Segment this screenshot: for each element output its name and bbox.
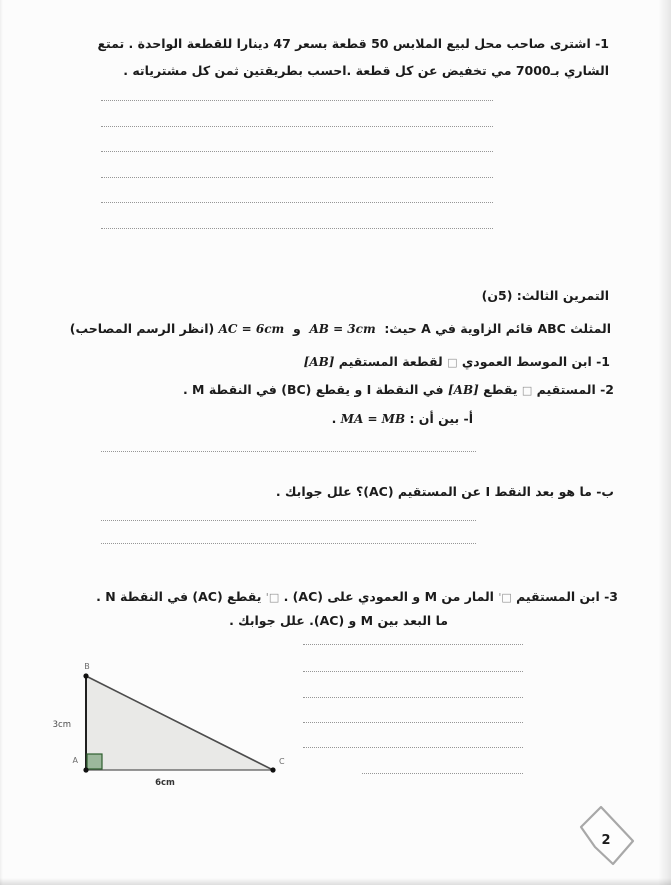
- side-label-ab: 3cm: [52, 720, 71, 730]
- delta-prime-placeholder-glyph: '□: [498, 591, 512, 604]
- item2a-text: أ- بين أن :: [405, 411, 473, 426]
- answer-line: [303, 644, 523, 645]
- side-label-ac: 6cm: [155, 778, 175, 788]
- answer-line: [303, 747, 523, 748]
- math-ac-length: AC = 6cm: [218, 322, 285, 336]
- answer-line: [101, 451, 476, 452]
- triangle-figure: [40, 650, 300, 795]
- delta-prime-placeholder-glyph: '□: [265, 591, 280, 604]
- exercise-three-item3-line2: ما البعد بين M و (AC). علل جوابك .: [229, 613, 448, 628]
- exercise-three-item1: [304, 352, 610, 373]
- vertex-label-b: B: [84, 662, 90, 671]
- scan-edge-bottom: [0, 878, 671, 885]
- item2-text3: في النقطة I و يقطع (BC) في النقطة M .: [182, 382, 448, 397]
- exercise-three-item2: [183, 380, 614, 401]
- intro-note: (انظر الرسم المصاحب): [69, 321, 219, 336]
- exercise-three-item2b: ب- ما هو بعد النقط I عن المستقيم (AC)؟ علل جوابك .: [275, 484, 614, 499]
- item3-text2: المار من M و العمودي على (AC) .: [279, 589, 499, 604]
- vertex-dot-c: [270, 767, 275, 772]
- delta-placeholder-glyph: □: [521, 384, 533, 397]
- vertex-dot-a: [83, 767, 88, 772]
- page-number-badge: [575, 802, 639, 870]
- answer-line: [303, 722, 523, 723]
- item3-text: 3- ابن المستقيم: [511, 589, 618, 604]
- exercise-three-title: التمرين الثالث: (5ن): [481, 288, 609, 303]
- item2-text: 2- المستقيم: [532, 382, 614, 397]
- vertex-label-a: A: [72, 756, 78, 765]
- answer-line: [101, 126, 493, 127]
- delta-placeholder-glyph: □: [447, 356, 458, 369]
- item2a-period: .: [331, 411, 341, 426]
- exercise-three-item3-line1: [96, 587, 618, 608]
- intro-text: المثلث ABC قائم الزاوية في A حيث:: [375, 321, 611, 336]
- scan-edge-right: [658, 0, 671, 885]
- exercise-three-item2a: [332, 409, 473, 429]
- item3-text3: يقطع (AC) في النقطة N .: [96, 589, 266, 604]
- item1-text: 1- ابن الموسط العمودي: [457, 354, 610, 369]
- item2-text2: يقطع: [478, 382, 522, 397]
- answer-line: [101, 520, 476, 521]
- page-number: 2: [601, 833, 611, 848]
- answer-line: [101, 100, 493, 101]
- exercise-shop-line2: الشاري بـ7000 مي تخفيض عن كل قطعة .احسب بطريقتين ثمن كل مشترياته .: [123, 63, 609, 78]
- answer-line: [303, 671, 523, 672]
- math-ma-mb: MA = MB: [340, 412, 406, 426]
- answer-line: [101, 228, 493, 229]
- answer-line: [101, 543, 476, 544]
- math-ab-length: AB = 3cm: [309, 322, 376, 336]
- vertex-label-c: C: [279, 757, 285, 766]
- answer-line: [101, 202, 493, 203]
- exercise-three-intro: [70, 319, 611, 339]
- answer-line: [101, 177, 493, 178]
- intro-conjunction: و: [284, 321, 310, 336]
- answer-line: [101, 151, 493, 152]
- right-angle-marker: [87, 754, 102, 769]
- item1-text2: لقطعة المستقيم: [334, 354, 448, 369]
- vertex-dot-b: [83, 673, 88, 678]
- answer-line: [303, 697, 523, 698]
- scan-edge-left: [0, 0, 3, 885]
- answer-line: [362, 773, 523, 774]
- math-segment-ab: [AB]: [447, 383, 479, 397]
- math-segment-ab: [AB]: [303, 355, 335, 369]
- exercise-shop-line1: 1- اشترى صاحب محل لبيع الملابس 50 قطعة بسعر 47 دينارا للقطعة الواحدة . تمتع: [97, 36, 609, 51]
